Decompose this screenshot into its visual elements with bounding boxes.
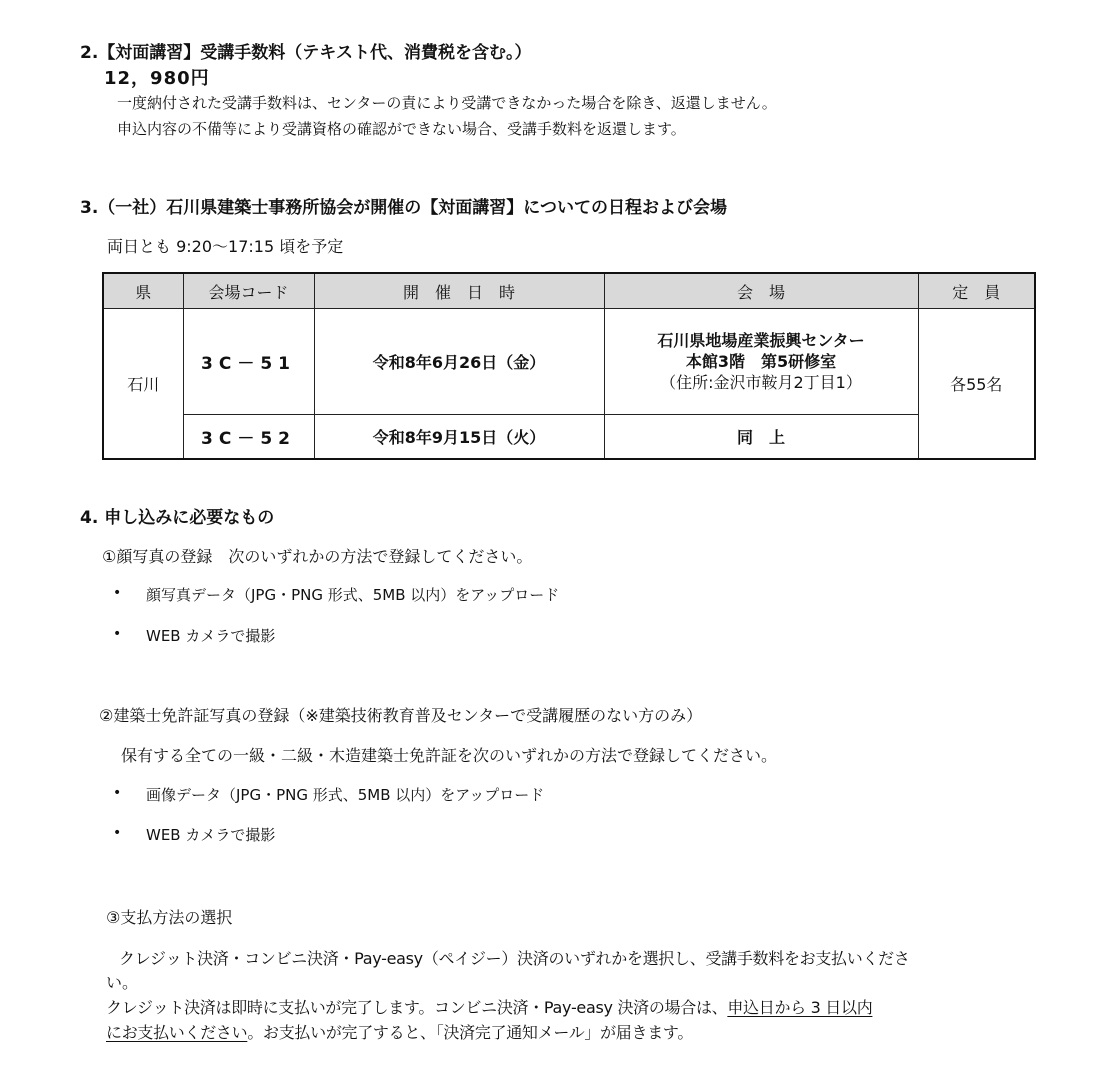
venue-cell (604, 309, 918, 415)
refund-note: 申込内容の不備等により受講資格の確認ができない場合、受講手数料を返還します。 (117, 120, 686, 138)
venue-name: 石川県地場産業振興センター (657, 331, 865, 351)
payment-completion-text: 。お支払いが完了すると、「決済完了通知メール」が届きます。 (247, 1023, 694, 1042)
table-row (103, 415, 1035, 459)
table-header-row (103, 273, 1035, 309)
item-1-title: ①顔写真の登録 次のいずれかの方法で登録してください。 (102, 547, 533, 566)
list-item: WEB カメラで撮影 (146, 826, 276, 844)
payment-deadline-text: クレジット決済は即時に支払いが完了します。コンビニ決済・Pay-easy 決済の場合は、 (106, 998, 728, 1017)
venue-code-cell: 3C－51 (183, 309, 314, 415)
list-item: WEB カメラで撮影 (146, 627, 276, 645)
column-header-prefecture: 県 (103, 273, 183, 309)
table-row (103, 309, 1035, 415)
section-3-heading: 3.（一社）石川県建築士事務所協会が開催の【対面講習】についての日程および会場 (80, 198, 727, 218)
column-header-date: 開 催 日 時 (314, 273, 604, 309)
date-cell: 令和8年6月26日（金） (314, 309, 604, 415)
venue-address: （住所:金沢市鞍月2丁目1） (660, 373, 862, 393)
payment-deadline-line (106, 995, 872, 1018)
prefecture-cell: 石川 (103, 309, 183, 459)
bullet-icon: • (113, 785, 122, 801)
date-cell: 令和8年9月15日（火） (314, 415, 604, 459)
venue-cell: 同 上 (604, 415, 918, 459)
bullet-icon: • (113, 626, 122, 642)
payment-completion-line (106, 1020, 693, 1043)
payment-description: クレジット決済・コンビニ決済・Pay-easy（ペイジー）決済のいずれかを選択し、受講手数料をお支払いくださ (119, 949, 910, 968)
bullet-icon: • (113, 585, 122, 601)
section-4-heading: 4. 申し込みに必要なもの (80, 508, 275, 528)
payment-deadline-emphasis: 申込日から 3 日以内 (727, 998, 873, 1017)
list-item: 画像データ（JPG・PNG 形式、5MB 以内）をアップロード (146, 786, 545, 804)
capacity-cell: 各55名 (918, 309, 1035, 459)
fee-amount: 12，980円 (104, 68, 210, 89)
venue-room: 本館3階 第5研修室 (685, 352, 837, 372)
column-header-venue-code: 会場コード (183, 273, 314, 309)
item-2-description: 保有する全ての一級・二級・木造建築士免許証を次のいずれかの方法で登録してください。 (121, 746, 778, 765)
list-item: 顔写真データ（JPG・PNG 形式、5MB 以内）をアップロード (146, 586, 560, 604)
schedule-table (102, 272, 1036, 460)
section-2-heading: 2.【対面講習】受講手数料（テキスト代、消費税を含む。） (80, 43, 532, 63)
venue-code-cell: 3C－52 (183, 415, 314, 459)
column-header-venue: 会 場 (604, 273, 918, 309)
payment-deadline-emphasis: にお支払いください (106, 1023, 248, 1042)
item-3-title: ③支払方法の選択 (106, 908, 233, 927)
refund-note: 一度納付された受講手数料は、センターの責により受講できなかった場合を除き、返還しません。 (117, 94, 777, 112)
bullet-icon: • (113, 825, 122, 841)
column-header-capacity: 定 員 (918, 273, 1035, 309)
schedule-time-note: 両日とも 9:20～17:15 頃を予定 (107, 237, 344, 256)
payment-description-wrap: い。 (106, 973, 139, 992)
item-2-title: ②建築士免許証写真の登録（※建築技術教育普及センターで受講履歴のない方のみ） (99, 706, 703, 725)
